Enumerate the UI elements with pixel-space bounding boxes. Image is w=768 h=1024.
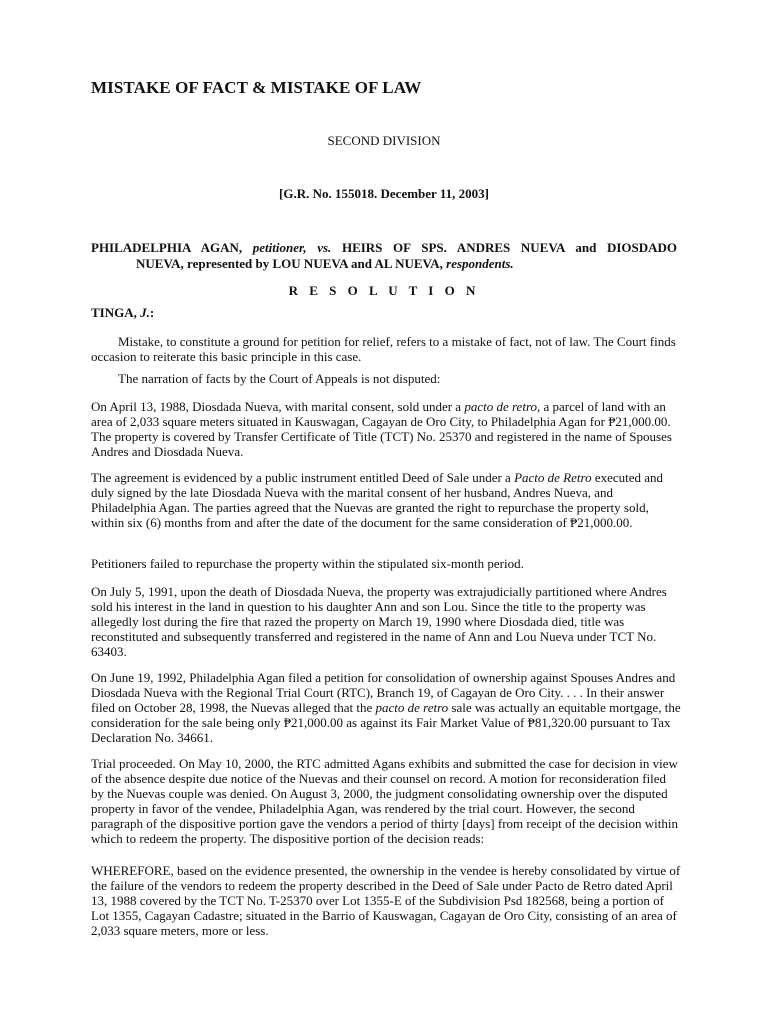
versus-label: vs. bbox=[317, 240, 332, 255]
paragraph-3 bbox=[91, 399, 681, 459]
paragraph-1: Mistake, to constitute a ground for petition for relief, refers to a mistake of fact, not of law. The Court finds occasion to reiterate this basic principle in this case. bbox=[91, 334, 676, 364]
respondent-role: respondents. bbox=[446, 256, 514, 271]
page-title: MISTAKE OF FACT & MISTAKE OF LAW bbox=[91, 78, 422, 97]
paragraph-9: WHEREFORE, based on the evidence presented, the ownership in the vendee is hereby consolidated by virtue of the failure of the vendors to redeem the property described in the Deed of Sale under Pacto de Retro dated April 13, 1988 covered by the TCT No. T-25370 over Lot 1355-E of the Subdivision Psd 182568, being a portion of Lot 1355, Cagayan Cadastre; situated in the Barrio of Kauswagan, Cagayan de Oro City, consisting of an area of 2,033 square meters, more or less. bbox=[91, 863, 681, 938]
paragraph-3-text-a: On April 13, 1988, Diosdada Nueva, with marital consent, sold under a bbox=[91, 399, 465, 414]
ponente bbox=[91, 305, 154, 320]
case-number: [G.R. No. 155018. December 11, 2003] bbox=[279, 186, 489, 201]
paragraph-7-text-a: On June 19, 1992, Philadelphia Agan filed a petition for consolidation of ownership against Spouses Andres and Diosdada Nueva with the Regional Trial Court (RTC), Branch 19, of Cagayan de Oro City. . . . In their answer filed on October 28, 1998, the Nuevas alleged that the bbox=[91, 670, 676, 715]
petitioner-name: PHILADELPHIA AGAN, bbox=[91, 240, 243, 255]
petitioner-role: petitioner, bbox=[252, 240, 307, 255]
respondents-line-1: HEIRS OF SPS. ANDRES NUEVA and DIOSDADO bbox=[341, 240, 678, 255]
division-heading: SECOND DIVISION bbox=[327, 133, 441, 148]
paragraph-6: On July 5, 1991, upon the death of Diosdada Nueva, the property was extrajudicially partitioned where Andres sold his interest in the land in question to his daughter Ann and son Lou. Since the title to the property was allegedly lost during the fire that razed the property on March 19, 1990 where Diosdada died, title was reconstituted and subsequently transferred and registered in the name of Ann and Lou Nueva under TCT No. 63403. bbox=[91, 584, 667, 659]
paragraph-7 bbox=[91, 670, 681, 745]
paragraph-5: Petitioners failed to repurchase the property within the stipulated six-month period. bbox=[91, 556, 524, 571]
paragraph-3-italic: pacto de retro bbox=[464, 399, 538, 414]
paragraph-4-text-b: executed and duly signed by the late Diosdada Nueva with the marital consent of her husband, Andres Nueva, and Philadelphia Agan. The parties agreed that the Nuevas are granted the right to repurchase the property sold, within six (6) months from and after the date of the document for the same consideration of ₱21,000.00. bbox=[91, 470, 664, 530]
parties-line-1 bbox=[91, 240, 677, 256]
resolution-heading: R E S O L U T I O N bbox=[288, 283, 480, 298]
paragraph-2: The narration of facts by the Court of Appeals is not disputed: bbox=[118, 371, 441, 386]
ponente-colon: : bbox=[149, 305, 155, 320]
paragraph-7-text-b: sale was actually an equitable mortgage, the consideration for the sale being only ₱21,000.00 as against its Fair Market Value of ₱81,320.00 pursuant to Tax Declaration No. 34661. bbox=[91, 700, 681, 745]
paragraph-7-italic: pacto de retro bbox=[375, 700, 449, 715]
paragraph-8: Trial proceeded. On May 10, 2000, the RTC admitted Agans exhibits and submitted the case for decision in view of the absence despite due notice of the Nuevas and their counsel on record. A motion for reconsideration filed by the Nuevas couple was denied. On August 3, 2000, the judgment consolidating ownership over the disputed property in favor of the vendee, Philadelphia Agan, was rendered by the trial court. However, the second paragraph of the dispositive portion gave the vendors a period of thirty [days] from receipt of the decision within which to redeem the property. The dispositive portion of the decision reads: bbox=[91, 756, 678, 846]
ponente-suffix: J. bbox=[140, 305, 150, 320]
respondents-line-2: NUEVA, represented by LOU NUEVA and AL NUEVA, bbox=[136, 256, 443, 271]
paragraph-4-italic: Pacto de Retro bbox=[514, 470, 592, 485]
parties-line-2 bbox=[91, 256, 677, 272]
paragraph-3-text-b: , a parcel of land with an area of 2,033 square meters situated in Kauswagan, Cagayan de Oro City, to Philadelphia Agan for ₱21,000.00. The property is covered by Transfer Certificate of Title (TCT) No. 25370 and registered in the name of Spouses Andres and Diosdada Nueva. bbox=[91, 399, 672, 459]
ponente-name: TINGA, bbox=[91, 305, 137, 320]
paragraph-4-text-a: The agreement is evidenced by a public instrument entitled Deed of Sale under a bbox=[91, 470, 515, 485]
case-parties bbox=[91, 240, 677, 272]
paragraph-4 bbox=[91, 470, 681, 530]
